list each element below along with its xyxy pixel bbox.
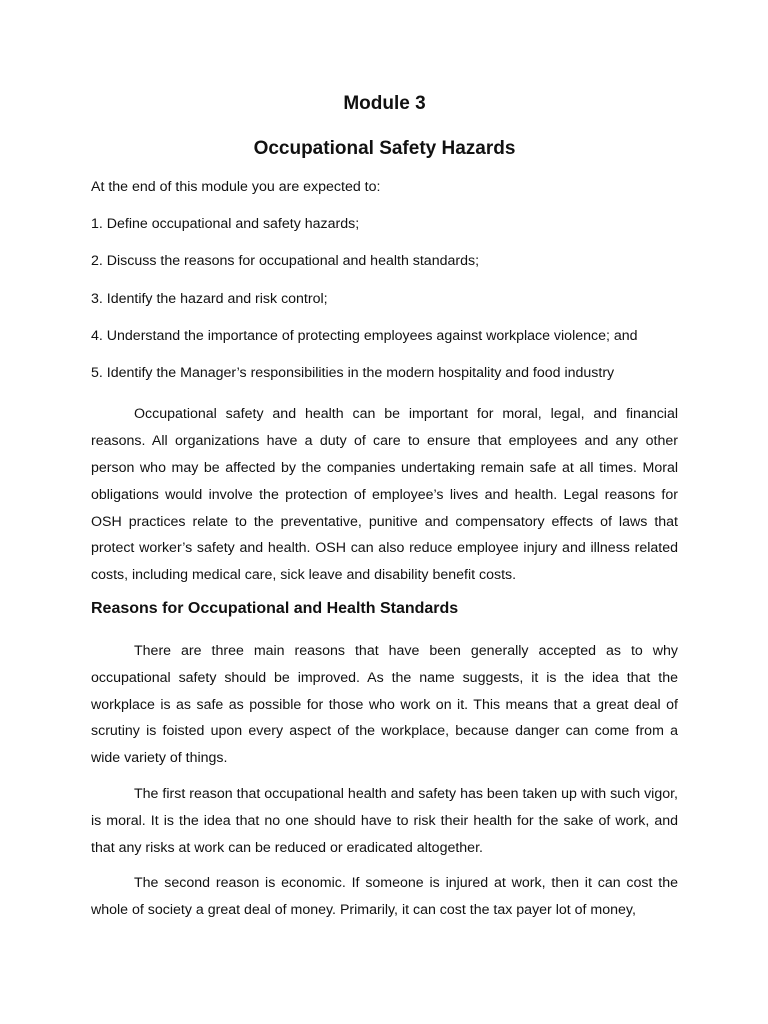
module-subtitle: Occupational Safety Hazards xyxy=(253,138,516,159)
section-heading: Reasons for Occupational and Health Standards xyxy=(91,600,459,618)
intro-text: At the end of this module you are expected to: xyxy=(91,179,381,195)
paragraph-economic-reason: The second reason is economic. If someone is injured at work, then it can cost the whole of society a great deal of money. Primarily, it can cost the tax payer lot of money, xyxy=(91,875,678,919)
module-title: Module 3 xyxy=(343,93,426,114)
paragraph-moral-reason: The first reason that occupational health and safety has been taken up with such vigor, is moral. It is the idea that no one should have to risk their health for the sake of work, and that any risks at work can be reduced or eradicated altogether. xyxy=(91,786,678,856)
objectives-list xyxy=(91,215,678,382)
objective-item: 2. Discuss the reasons for occupational and health standards; xyxy=(91,253,480,270)
paragraph-three-reasons: There are three main reasons that have been generally accepted as to why occupational safety should be improved. As the name suggests, it is the idea that the workplace is as safe as possible for those who work on it. This means that a great deal of scrutiny is foisted upon every aspect of the workplace, because danger can come from a wide variety of things. xyxy=(91,643,678,767)
objective-item: 4. Understand the importance of protecting employees against workplace violence; and xyxy=(91,327,638,344)
objective-item: 5. Identify the Manager’s responsibilities in the modern hospitality and food industry xyxy=(91,365,615,382)
objective-item: 1. Define occupational and safety hazards; xyxy=(91,216,360,232)
objective-item: 3. Identify the hazard and risk control; xyxy=(91,290,328,307)
paragraph-osh-importance: Occupational safety and health can be important for moral, legal, and financial reasons. All organizations have a duty of care to ensure that employees and any other person who may be affected by the companies undertaking remain safe at all times. Moral obligations would involve the protection of employee’s lives and health. Legal reasons for OSH practices relate to the preventative, punitive and compensatory effects of laws that protect worker’s safety and health. OSH can also reduce employee injury and illness related costs, including medical care, sick leave and disability benefit costs. xyxy=(91,406,678,584)
